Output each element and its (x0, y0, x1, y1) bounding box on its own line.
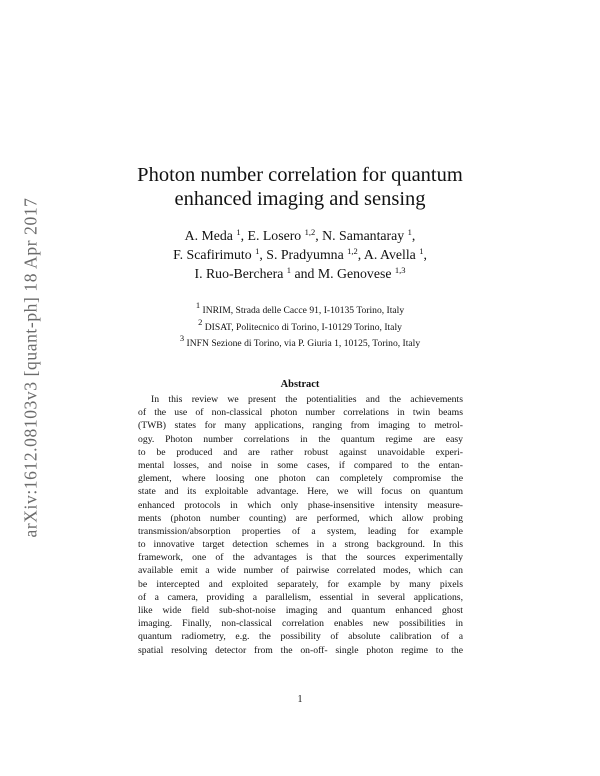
author-line (100, 264, 500, 283)
affiliation-text: DISAT, Politecnico di Torino, I-10129 Torino, Italy (204, 321, 402, 333)
affiliation-number: 3 (179, 333, 185, 343)
abstract-line: mental losses, and noise in some cases, if compared to the entan- (138, 459, 463, 471)
author-affiliation-mark: 1 (255, 246, 260, 256)
author-separator: , (423, 247, 427, 262)
affiliation-number: 1 (195, 300, 201, 310)
affiliation-text: INRIM, Strada delle Cacce 91, I-10135 Torino, Italy (202, 305, 405, 316)
affiliation-text: INFN Sezione di Torino, via P. Giuria 1, 10125, Torino, Italy (186, 338, 421, 349)
paper-title-line: Photon number correlation for quantum (137, 164, 463, 186)
author-affiliation-mark: 1 (236, 227, 241, 237)
abstract-line: In this review we present the potentialities and the achievements (151, 394, 463, 405)
abstract-line: framework, one of the advantages is that the sources experimentally (138, 552, 463, 564)
abstract-line: spatial resolving detector from the on-off- single photon regime to the (138, 644, 463, 656)
author-name: M. Genovese (317, 266, 392, 281)
abstract-line: like wide field sub-shot-noise imaging and quantum enhanced ghost (138, 605, 463, 616)
abstract-line: quantum radiometry, e.g. the possibility of absolute calibration of a (138, 631, 463, 643)
author-name: F. Scafirimuto (173, 247, 252, 262)
abstract-line: to be produced and are rather robust against unavoidable experi- (138, 446, 463, 458)
abstract-line: available emit a wide number of pairwise correlated modes, which can (138, 565, 463, 577)
abstract-line: ogy. Photon number correlations in the quantum regime are easy (138, 433, 463, 445)
author-line (100, 226, 500, 245)
author-separator: , (357, 247, 364, 262)
abstract-line: imaging. Finally, non-classical correlation enables new possibilities in (138, 618, 463, 630)
abstract-body (138, 393, 463, 657)
author-affiliation-mark: 1 (286, 265, 292, 275)
abstract-line: transmission/absorption properties of a system, leading for example (138, 525, 463, 537)
abstract-line: be intercepted and exploited separately, for example by many pixels (138, 578, 463, 590)
abstract-line: of a camera, providing a parallelism, essential in several applications, (138, 591, 463, 603)
paper-title-line: enhanced imaging and sensing (174, 188, 426, 210)
paper-title (100, 163, 500, 211)
abstract-line: enhanced protocols in which only phase-insensitive intensity measure- (138, 499, 463, 511)
affiliation-entry (100, 300, 500, 320)
abstract-line: to innovative target detection schemes in a strong background. In this (138, 539, 463, 551)
author-separator: , (411, 228, 416, 243)
author-affiliation-mark: 1,2 (347, 246, 358, 256)
abstract-heading: Abstract (280, 379, 320, 390)
arxiv-identifier-stamp (16, 178, 46, 556)
author-list (100, 226, 500, 283)
author-separator: , (240, 228, 248, 243)
affiliation-number: 2 (198, 316, 203, 327)
author-name: E. Losero (247, 228, 302, 243)
arxiv-identifier-text: arXiv:1612.08103v3 [quant-ph] 18 Apr 2017 (20, 196, 41, 538)
author-line (100, 245, 500, 264)
abstract-line: state and its exploitable advantage. Here, we will focus on quantum (138, 486, 463, 498)
author-affiliation-mark: 1 (419, 246, 424, 256)
page-number: 1 (297, 694, 303, 705)
abstract-line: ments (photon number counting) are performed, which allow probing (138, 512, 463, 524)
author-name: I. Ruo-Berchera (194, 266, 284, 281)
author-name: A. Meda (184, 228, 233, 243)
abstract-line: (TWB) states for many applications, ranging from imaging to metrol- (138, 420, 463, 432)
author-name: S. Pradyumna (266, 247, 344, 262)
author-name: A. Avella (363, 247, 416, 262)
affiliation-list (100, 300, 500, 353)
affiliation-entry (100, 316, 500, 337)
author-affiliation-mark: 1 (407, 227, 412, 237)
abstract-line: glement, where loosing one photon can completely compromise the (138, 473, 463, 485)
author-separator: , (315, 228, 323, 243)
author-affiliation-mark: 1,3 (394, 265, 406, 275)
affiliation-entry (100, 333, 500, 353)
author-name: N. Samantaray (322, 228, 405, 243)
abstract-line: of the use of non-classical photon number correlations in twin beams (138, 407, 463, 419)
author-separator: , (259, 247, 267, 262)
author-affiliation-mark: 1,2 (304, 227, 316, 237)
author-separator: and (291, 266, 318, 281)
